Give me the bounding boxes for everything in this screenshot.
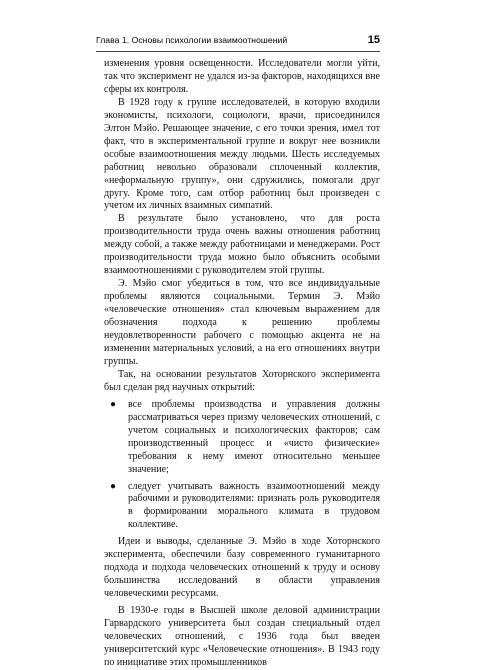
chapter-title: Глава 1. Основы психологии взаимоотношений — [96, 34, 288, 45]
bullet-icon: ● — [110, 398, 117, 410]
bullet-icon: ● — [110, 480, 117, 492]
running-header — [96, 28, 380, 52]
paragraph: В результате было установлено, что для роста производительности труда очень важны отношения работниц между собой, а также между работницами и менеджерами. Рост производительности труда можно было объяснить особыми взаимоотношениями с руководителем этой группы. — [104, 213, 380, 277]
list-item — [110, 480, 380, 533]
page-body — [104, 58, 380, 670]
paragraph: изменения уровня освещенности. Исследователи могли уйти, так что эксперимент не удался из-за факторов, находящихся вне сферы их контроля. — [104, 58, 380, 95]
paragraph: Э. Мэйо смог убедиться в том, что все индивидуальные проблемы являются социальными. Термин Э. Мэйо «человеческие отношения» стал ключевым выражением для обозначения подхода к решению проблемы неудовлетворенности рабочего с помощью акцента не на изменении материальных условий, а на его отношениях внутри группы. — [104, 278, 380, 367]
paragraph: Идеи и выводы, сделанные Э. Мэйо в ходе Хоторнского эксперимента, обеспечили базу современного гуманитарного подхода и подхода человеческих отношений к труду и основу большинства исследований в области управления человеческими ресурсами. — [104, 536, 380, 600]
paragraph: В 1928 году к группе исследователей, в которую входили экономисты, психологи, социологи, врачи, присоединился Элтон Мэйо. Решающее значение, с его точки зрения, имел тот факт, что в экспериментальной группе и вокруг нее возникли особые взаимоотношения между людьми. Шесть исследуемых работниц невольно образовали сплоченный коллектив, «неформальную группу», они сдружились, помогали друг другу. Кроме того, сам отбор работниц был произведен с учетом их личных взаимных симпатий. — [104, 96, 380, 212]
paragraph: Так, на основании результатов Хоторнского эксперимента был сделан ряд научных открытий: — [104, 368, 380, 393]
list-item-text: следует учитывать важность взаимоотношений между рабочими и руководителями: признать роль руководителя в формировании морального климата в трудовом коллективе. — [128, 480, 380, 531]
paragraph: В 1930-е годы в Высшей школе деловой администрации Гарвардского университета был создан специальный отдел человеческих отношений, с 1936 года был введен университетский курс «Человеческие отношения». В 1943 году по инициативе этих промышленников — [104, 605, 380, 668]
list-item — [110, 398, 380, 477]
bullet-list — [104, 399, 380, 533]
page-number: 15 — [367, 33, 380, 46]
list-item-text: все проблемы производства и управления должны рассматриваться через призму человеческих отношений, с учетом социальных и психологических факторов; сам производственный процесс и «чисто физические» требования к нему имеют относительно меньшее значение; — [128, 398, 380, 475]
